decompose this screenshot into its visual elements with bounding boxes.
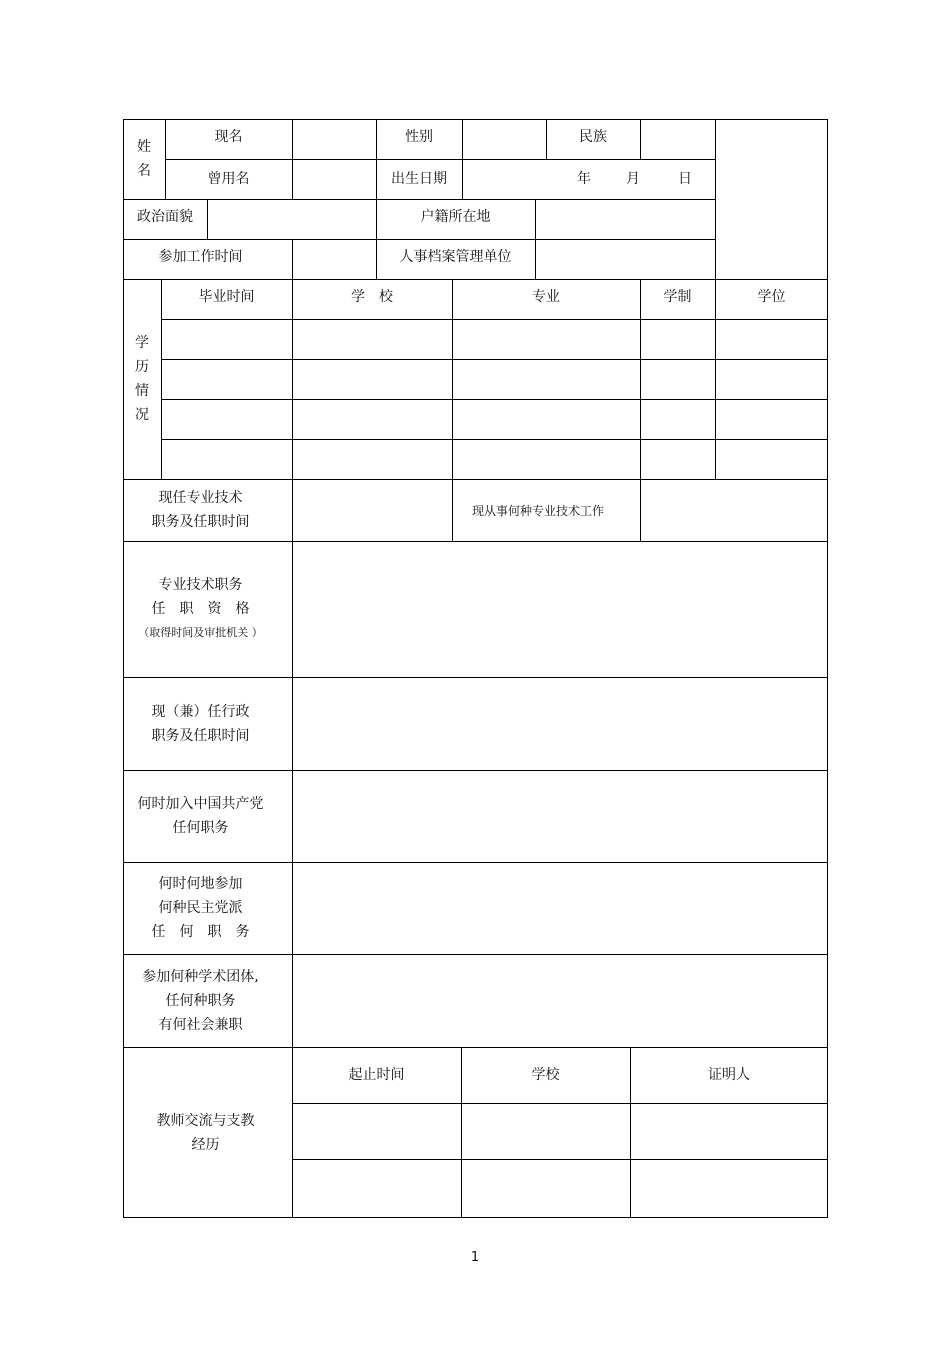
exchange-header-school: 学校 [531,1067,560,1083]
admin-position-line: 职务及任职时间 [151,727,250,744]
exchange-line: 经历 [191,1136,220,1153]
row-line [161,399,828,400]
ethnicity-field[interactable] [640,119,715,159]
current-title-line: 职务及任职时间 [151,514,250,530]
work-start-field[interactable] [292,239,376,279]
edu-header-grad-time: 毕业时间 [198,289,255,305]
qualification-label [123,541,278,677]
gender-label: 性别 [405,129,433,145]
edu-header-major: 专业 [532,289,560,305]
academic-label [123,954,278,1047]
party-line: 何时加入中国共产党 [137,796,264,812]
current-name-field[interactable] [292,119,376,159]
qualification-line: （取得时间及审批机关 ） [138,626,263,639]
qualification-line: 任 职 资 格 [151,601,250,617]
current-title-label [123,479,278,541]
birth-date-label: 出生日期 [391,171,447,187]
admin-position-line: 现（兼）任行政 [151,703,250,720]
edu-header-degree: 学位 [757,289,786,305]
current-work-field[interactable] [640,479,828,541]
education-label [123,279,161,479]
party-field[interactable] [292,770,828,862]
democratic-party-field[interactable] [292,862,828,954]
current-title-field[interactable] [292,479,452,541]
current-name-label: 现名 [214,129,243,145]
democratic-party-line: 任 何 职 务 [151,924,250,940]
row-line [292,1159,828,1160]
party-label-lines [138,792,264,840]
page-number: 1 [470,1250,480,1265]
work-start-label: 参加工作时间 [158,249,243,265]
party-label [123,770,278,862]
birth-day-label: 日 [678,171,692,187]
household-field[interactable] [535,199,715,239]
name-label [123,119,165,199]
exchange-line: 教师交流与支教 [156,1112,255,1129]
education-label-text: 学历情况 [135,335,149,423]
archive-unit-label: 人事档案管理单位 [399,249,512,265]
birth-month-label: 月 [626,171,640,187]
qualification-label-lines [138,573,263,645]
democratic-party-label-lines [152,872,250,944]
former-name-field[interactable] [292,159,376,199]
academic-line: 有何社会兼职 [158,1016,243,1033]
gender-field[interactable] [462,119,546,159]
qualification-line: 专业技术职务 [158,577,243,593]
former-name-label: 曾用名 [207,171,250,187]
party-line: 任何职务 [172,820,229,836]
academic-line: 参加何种学术团体, [142,968,259,985]
birth-year-label: 年 [577,171,591,187]
photo-area [715,119,828,279]
edu-header-school: 学 校 [351,289,393,305]
current-title-label-lines [152,486,250,534]
exchange-label-lines [157,1109,255,1157]
admin-position-label-lines [152,700,250,748]
political-status-label: 政治面貌 [137,209,193,225]
edu-header-duration: 学制 [663,289,692,305]
academic-field[interactable] [292,954,828,1047]
qualification-field[interactable] [292,541,828,677]
political-status-field[interactable] [207,199,376,239]
exchange-label [123,1047,288,1218]
academic-label-lines [142,965,258,1037]
row-line [161,439,828,440]
name-label-text: 姓名 [137,139,151,179]
row-line [161,359,828,360]
exchange-header-period: 起止时间 [348,1067,405,1083]
admin-position-label [123,677,278,770]
row-line [161,319,828,320]
academic-line: 任何种职务 [165,992,236,1009]
row-line [292,1103,828,1104]
household-label: 户籍所在地 [420,209,491,225]
democratic-party-line: 何时何地参加 [158,876,243,892]
admin-position-field[interactable] [292,677,828,770]
current-title-line: 现任专业技术 [158,490,243,506]
ethnicity-label: 民族 [579,129,607,145]
democratic-party-label [123,862,278,954]
current-work-label: 现从事何种专业技术工作 [471,504,604,518]
democratic-party-line: 何种民主党派 [158,900,243,916]
personnel-form-table [123,119,828,1218]
exchange-header-witness: 证明人 [708,1067,750,1083]
archive-unit-field[interactable] [535,239,715,279]
